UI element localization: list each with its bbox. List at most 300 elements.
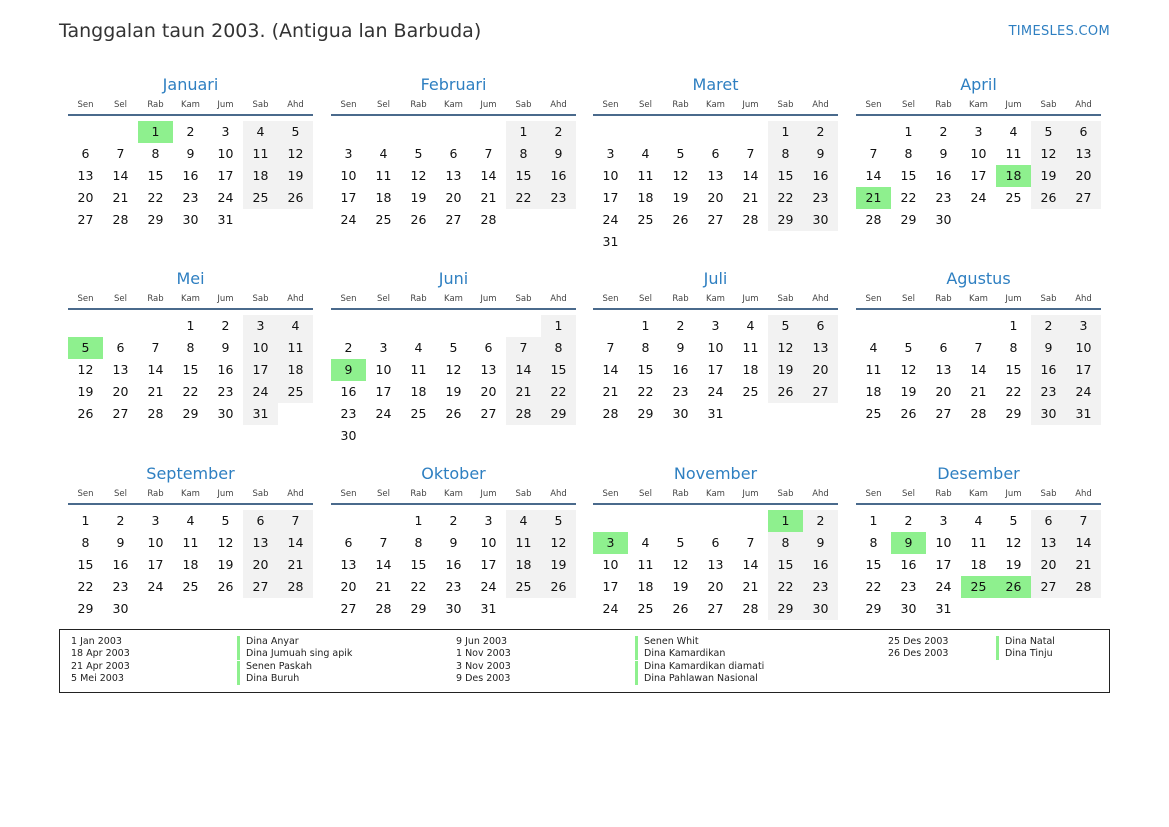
day-cell: 11 bbox=[1005, 146, 1022, 161]
day-cell: 24 bbox=[243, 381, 278, 403]
day-cell: 16 bbox=[217, 362, 234, 377]
holiday-day-cell: 9 bbox=[891, 532, 926, 554]
day-cell: 13 bbox=[803, 337, 838, 359]
day-cell: 22 bbox=[865, 579, 882, 594]
day-cell: 12 bbox=[445, 362, 462, 377]
weekday-label: Kam bbox=[444, 489, 463, 499]
weekday-label: Jum bbox=[480, 489, 497, 499]
header-rule bbox=[68, 308, 313, 310]
day-cell: 20 bbox=[340, 579, 357, 594]
day-cell: 22 bbox=[900, 190, 917, 205]
day-cell: 20 bbox=[77, 190, 94, 205]
weekday-label: Sel bbox=[377, 489, 390, 499]
day-cell: 2 bbox=[221, 318, 230, 333]
weekday-label: Rab bbox=[410, 294, 427, 304]
day-cell: 22 bbox=[768, 187, 803, 209]
weekday-label: Sab bbox=[252, 489, 269, 499]
day-cell: 15 bbox=[410, 557, 427, 572]
day-cell: 24 bbox=[707, 384, 724, 399]
weekday-label: Rab bbox=[410, 100, 427, 110]
day-cell: 25 bbox=[243, 187, 278, 209]
weekday-label: Kam bbox=[181, 100, 200, 110]
day-cell: 23 bbox=[803, 576, 838, 598]
day-cell: 30 bbox=[935, 212, 952, 227]
day-cell: 28 bbox=[742, 601, 759, 616]
month-september bbox=[68, 464, 313, 634]
legend-date: 18 Apr 2003 bbox=[71, 648, 130, 660]
day-cell: 13 bbox=[1031, 532, 1066, 554]
legend-holiday-name: Dina Natal bbox=[996, 636, 1055, 648]
day-cell: 11 bbox=[278, 337, 313, 359]
weekday-label: Kam bbox=[444, 294, 463, 304]
day-cell: 13 bbox=[707, 557, 724, 572]
day-cell: 3 bbox=[939, 513, 948, 528]
day-cell: 29 bbox=[77, 601, 94, 616]
day-cell: 23 bbox=[217, 384, 234, 399]
day-cell: 1 bbox=[1009, 318, 1018, 333]
header-rule bbox=[593, 114, 838, 116]
month-name: Februari bbox=[420, 75, 487, 94]
day-cell: 24 bbox=[935, 579, 952, 594]
day-cell: 7 bbox=[506, 337, 541, 359]
day-cell: 3 bbox=[974, 124, 983, 139]
day-cell: 2 bbox=[449, 513, 458, 528]
day-cell: 19 bbox=[541, 554, 576, 576]
day-cell: 4 bbox=[869, 340, 878, 355]
day-cell: 27 bbox=[707, 212, 724, 227]
day-cell: 14 bbox=[742, 168, 759, 183]
day-cell: 26 bbox=[900, 406, 917, 421]
day-cell: 18 bbox=[637, 190, 654, 205]
day-cell: 13 bbox=[340, 557, 357, 572]
holiday-legend bbox=[59, 629, 1110, 693]
day-cell: 19 bbox=[410, 190, 427, 205]
day-cell: 17 bbox=[243, 359, 278, 381]
day-cell: 19 bbox=[278, 165, 313, 187]
weekday-label: Rab bbox=[935, 294, 952, 304]
day-cell: 28 bbox=[506, 403, 541, 425]
weekday-label: Sab bbox=[252, 294, 269, 304]
day-cell: 29 bbox=[637, 406, 654, 421]
weekday-label: Kam bbox=[969, 100, 988, 110]
day-cell: 25 bbox=[637, 212, 654, 227]
month-name: September bbox=[146, 464, 235, 483]
day-cell: 26 bbox=[445, 406, 462, 421]
weekday-label: Jum bbox=[480, 294, 497, 304]
day-cell: 21 bbox=[970, 384, 987, 399]
weekday-label: Sel bbox=[902, 100, 915, 110]
day-cell: 21 bbox=[506, 381, 541, 403]
day-cell: 23 bbox=[445, 579, 462, 594]
day-cell: 14 bbox=[112, 168, 129, 183]
weekday-label: Sel bbox=[639, 294, 652, 304]
legend-holiday-name: Senen Paskah bbox=[237, 661, 312, 673]
day-cell: 3 bbox=[606, 146, 615, 161]
day-cell: 20 bbox=[1031, 554, 1066, 576]
day-cell: 15 bbox=[865, 557, 882, 572]
day-cell: 15 bbox=[900, 168, 917, 183]
weekday-label: Ahd bbox=[812, 489, 829, 499]
day-cell: 9 bbox=[803, 532, 838, 554]
day-cell: 17 bbox=[480, 557, 497, 572]
day-cell: 9 bbox=[676, 340, 685, 355]
day-cell: 6 bbox=[344, 535, 353, 550]
day-cell: 26 bbox=[410, 212, 427, 227]
weekday-label: Sel bbox=[114, 100, 127, 110]
day-cell: 11 bbox=[865, 362, 882, 377]
day-cell: 10 bbox=[602, 557, 619, 572]
day-cell: 16 bbox=[1031, 359, 1066, 381]
day-cell: 12 bbox=[672, 557, 689, 572]
day-cell: 9 bbox=[1031, 337, 1066, 359]
day-cell: 19 bbox=[768, 359, 803, 381]
holiday-day-cell: 18 bbox=[996, 165, 1031, 187]
day-cell: 28 bbox=[480, 212, 497, 227]
day-cell: 3 bbox=[221, 124, 230, 139]
day-cell: 4 bbox=[414, 340, 423, 355]
day-cell: 5 bbox=[278, 121, 313, 143]
day-cell: 28 bbox=[112, 212, 129, 227]
month-januari bbox=[68, 75, 313, 245]
weekday-label: Sab bbox=[515, 294, 532, 304]
day-cell: 6 bbox=[803, 315, 838, 337]
day-cell: 24 bbox=[375, 406, 392, 421]
weekday-label: Sab bbox=[515, 100, 532, 110]
holiday-day-cell: 25 bbox=[961, 576, 996, 598]
day-cell: 8 bbox=[414, 535, 423, 550]
day-cell: 2 bbox=[116, 513, 125, 528]
legend-holiday-name: Dina Pahlawan Nasional bbox=[635, 673, 758, 685]
weekday-label: Sab bbox=[777, 294, 794, 304]
day-cell: 14 bbox=[970, 362, 987, 377]
day-cell: 8 bbox=[81, 535, 90, 550]
day-cell: 4 bbox=[641, 146, 650, 161]
day-cell: 12 bbox=[541, 532, 576, 554]
day-cell: 16 bbox=[340, 384, 357, 399]
weekday-label: Sel bbox=[639, 489, 652, 499]
weekday-label: Ahd bbox=[550, 100, 567, 110]
weekday-label: Sel bbox=[377, 100, 390, 110]
day-cell: 7 bbox=[278, 510, 313, 532]
day-cell: 30 bbox=[672, 406, 689, 421]
day-cell: 17 bbox=[147, 557, 164, 572]
month-name: Maret bbox=[692, 75, 739, 94]
day-cell: 31 bbox=[243, 403, 278, 425]
day-cell: 2 bbox=[803, 510, 838, 532]
day-cell: 28 bbox=[278, 576, 313, 598]
day-cell: 25 bbox=[375, 212, 392, 227]
day-cell: 11 bbox=[970, 535, 987, 550]
day-cell: 30 bbox=[445, 601, 462, 616]
day-cell: 31 bbox=[707, 406, 724, 421]
day-cell: 8 bbox=[869, 535, 878, 550]
month-name: Oktober bbox=[421, 464, 486, 483]
day-cell: 23 bbox=[803, 187, 838, 209]
day-cell: 5 bbox=[414, 146, 423, 161]
day-cell: 29 bbox=[768, 209, 803, 231]
day-cell: 6 bbox=[81, 146, 90, 161]
weekday-label: Ahd bbox=[812, 294, 829, 304]
legend-date: 1 Jan 2003 bbox=[71, 636, 122, 647]
day-cell: 15 bbox=[637, 362, 654, 377]
day-cell: 12 bbox=[278, 143, 313, 165]
month-name: Juni bbox=[438, 269, 469, 288]
day-cell: 10 bbox=[935, 535, 952, 550]
day-cell: 2 bbox=[676, 318, 685, 333]
weekday-label: Sab bbox=[252, 100, 269, 110]
weekday-label: Sel bbox=[114, 294, 127, 304]
day-cell: 24 bbox=[480, 579, 497, 594]
legend-date: 1 Nov 2003 bbox=[456, 648, 511, 660]
day-cell: 1 bbox=[506, 121, 541, 143]
day-cell: 29 bbox=[147, 212, 164, 227]
weekday-label: Kam bbox=[969, 489, 988, 499]
day-cell: 6 bbox=[116, 340, 125, 355]
header-rule bbox=[68, 503, 313, 505]
weekday-label: Sab bbox=[777, 489, 794, 499]
day-cell: 16 bbox=[803, 554, 838, 576]
day-cell: 3 bbox=[344, 146, 353, 161]
day-cell: 15 bbox=[506, 165, 541, 187]
day-cell: 10 bbox=[970, 146, 987, 161]
day-cell: 7 bbox=[746, 535, 755, 550]
weekday-label: Jum bbox=[742, 100, 759, 110]
weekday-label: Sel bbox=[377, 294, 390, 304]
day-cell: 25 bbox=[1005, 190, 1022, 205]
day-cell: 1 bbox=[641, 318, 650, 333]
day-cell: 13 bbox=[445, 168, 462, 183]
brand-link[interactable]: TIMESLES.COM bbox=[1008, 24, 1110, 39]
day-cell: 20 bbox=[707, 190, 724, 205]
day-cell: 2 bbox=[939, 124, 948, 139]
weekday-label: Jum bbox=[217, 100, 234, 110]
day-cell: 1 bbox=[186, 318, 195, 333]
day-cell: 19 bbox=[672, 579, 689, 594]
weekday-label: Ahd bbox=[1075, 100, 1092, 110]
day-cell: 12 bbox=[900, 362, 917, 377]
day-cell: 20 bbox=[243, 554, 278, 576]
day-cell: 15 bbox=[768, 165, 803, 187]
day-cell: 25 bbox=[410, 406, 427, 421]
day-cell: 24 bbox=[217, 190, 234, 205]
day-cell: 10 bbox=[375, 362, 392, 377]
month-oktober bbox=[331, 464, 576, 634]
day-cell: 31 bbox=[602, 234, 619, 249]
day-cell: 13 bbox=[935, 362, 952, 377]
day-cell: 20 bbox=[935, 384, 952, 399]
day-cell: 29 bbox=[1005, 406, 1022, 421]
day-cell: 11 bbox=[506, 532, 541, 554]
day-cell: 22 bbox=[506, 187, 541, 209]
legend-date: 9 Des 2003 bbox=[456, 673, 511, 685]
day-cell: 19 bbox=[445, 384, 462, 399]
day-cell: 29 bbox=[541, 403, 576, 425]
day-cell: 26 bbox=[672, 601, 689, 616]
weekday-label: Jum bbox=[1005, 294, 1022, 304]
holiday-day-cell: 26 bbox=[996, 576, 1031, 598]
day-cell: 5 bbox=[676, 146, 685, 161]
day-cell: 8 bbox=[904, 146, 913, 161]
day-cell: 22 bbox=[637, 384, 654, 399]
day-cell: 22 bbox=[147, 190, 164, 205]
day-cell: 8 bbox=[506, 143, 541, 165]
legend-date: 3 Nov 2003 bbox=[456, 660, 511, 672]
day-cell: 8 bbox=[151, 146, 160, 161]
day-cell: 5 bbox=[676, 535, 685, 550]
day-cell: 19 bbox=[1031, 165, 1066, 187]
day-cell: 6 bbox=[1066, 121, 1101, 143]
day-cell: 11 bbox=[182, 535, 199, 550]
weekday-label: Sen bbox=[865, 100, 882, 110]
weekday-label: Jum bbox=[480, 100, 497, 110]
month-juni bbox=[331, 269, 576, 443]
month-name: Agustus bbox=[946, 269, 1011, 288]
weekday-label: Sen bbox=[340, 100, 357, 110]
day-cell: 23 bbox=[935, 190, 952, 205]
header-rule bbox=[68, 114, 313, 116]
day-cell: 23 bbox=[900, 579, 917, 594]
day-cell: 28 bbox=[970, 406, 987, 421]
day-cell: 7 bbox=[484, 146, 493, 161]
day-cell: 14 bbox=[602, 362, 619, 377]
day-cell: 16 bbox=[112, 557, 129, 572]
day-cell: 6 bbox=[711, 146, 720, 161]
header-rule bbox=[593, 503, 838, 505]
day-cell: 10 bbox=[707, 340, 724, 355]
day-cell: 12 bbox=[1005, 535, 1022, 550]
holiday-day-cell: 1 bbox=[138, 121, 173, 143]
day-cell: 9 bbox=[221, 340, 230, 355]
day-cell: 12 bbox=[217, 535, 234, 550]
day-cell: 3 bbox=[484, 513, 493, 528]
day-cell: 19 bbox=[217, 557, 234, 572]
day-cell: 10 bbox=[480, 535, 497, 550]
weekday-label: Sen bbox=[77, 100, 94, 110]
weekday-label: Ahd bbox=[812, 100, 829, 110]
day-cell: 13 bbox=[480, 362, 497, 377]
day-cell: 17 bbox=[602, 579, 619, 594]
day-cell: 16 bbox=[541, 165, 576, 187]
weekday-label: Sel bbox=[114, 489, 127, 499]
day-cell: 6 bbox=[711, 535, 720, 550]
page-title: Tanggalan taun 2003. (Antigua lan Barbuda) bbox=[59, 20, 482, 42]
day-cell: 22 bbox=[541, 381, 576, 403]
day-cell: 7 bbox=[116, 146, 125, 161]
legend-date: 25 Des 2003 bbox=[888, 636, 949, 647]
day-cell: 9 bbox=[541, 143, 576, 165]
day-cell: 13 bbox=[112, 362, 129, 377]
day-cell: 28 bbox=[742, 212, 759, 227]
day-cell: 31 bbox=[217, 212, 234, 227]
weekday-label: Jum bbox=[1005, 100, 1022, 110]
day-cell: 21 bbox=[278, 554, 313, 576]
day-cell: 21 bbox=[742, 190, 759, 205]
holiday-day-cell: 21 bbox=[856, 187, 891, 209]
day-cell: 8 bbox=[768, 532, 803, 554]
day-cell: 26 bbox=[77, 406, 94, 421]
day-cell: 7 bbox=[746, 146, 755, 161]
legend-holiday-name: Dina Tinju bbox=[996, 648, 1053, 660]
day-cell: 26 bbox=[768, 381, 803, 403]
day-cell: 19 bbox=[672, 190, 689, 205]
legend-holiday-name: Dina Kamardikan diamati bbox=[635, 661, 764, 673]
weekday-label: Sab bbox=[1040, 100, 1057, 110]
month-name: Mei bbox=[176, 269, 205, 288]
day-cell: 16 bbox=[672, 362, 689, 377]
day-cell: 27 bbox=[803, 381, 838, 403]
weekday-label: Ahd bbox=[1075, 294, 1092, 304]
weekday-label: Jum bbox=[742, 489, 759, 499]
month-juli bbox=[593, 269, 838, 439]
day-cell: 28 bbox=[1066, 576, 1101, 598]
day-cell: 24 bbox=[340, 212, 357, 227]
weekday-label: Jum bbox=[742, 294, 759, 304]
day-cell: 23 bbox=[541, 187, 576, 209]
weekday-label: Ahd bbox=[287, 100, 304, 110]
day-cell: 13 bbox=[707, 168, 724, 183]
holiday-day-cell: 5 bbox=[68, 337, 103, 359]
month-name: November bbox=[673, 464, 758, 483]
day-cell: 28 bbox=[147, 406, 164, 421]
day-cell: 13 bbox=[1066, 143, 1101, 165]
day-cell: 27 bbox=[77, 212, 94, 227]
day-cell: 30 bbox=[803, 209, 838, 231]
day-cell: 9 bbox=[803, 143, 838, 165]
weekday-label: Rab bbox=[410, 489, 427, 499]
weekday-label: Kam bbox=[969, 294, 988, 304]
weekday-label: Sen bbox=[77, 489, 94, 499]
legend-holiday-name: Dina Buruh bbox=[237, 673, 299, 685]
day-cell: 17 bbox=[707, 362, 724, 377]
day-cell: 1 bbox=[81, 513, 90, 528]
weekday-label: Sen bbox=[340, 294, 357, 304]
weekday-label: Sen bbox=[77, 294, 94, 304]
day-cell: 29 bbox=[865, 601, 882, 616]
header-rule bbox=[331, 503, 576, 505]
day-cell: 4 bbox=[506, 510, 541, 532]
day-cell: 26 bbox=[278, 187, 313, 209]
day-cell: 24 bbox=[1066, 381, 1101, 403]
day-cell: 6 bbox=[243, 510, 278, 532]
weekday-label: Sen bbox=[865, 294, 882, 304]
day-cell: 10 bbox=[147, 535, 164, 550]
weekday-label: Jum bbox=[217, 489, 234, 499]
day-cell: 8 bbox=[768, 143, 803, 165]
day-cell: 7 bbox=[869, 146, 878, 161]
day-cell: 11 bbox=[410, 362, 427, 377]
day-cell: 21 bbox=[480, 190, 497, 205]
day-cell: 22 bbox=[1005, 384, 1022, 399]
month-name: April bbox=[960, 75, 997, 94]
day-cell: 27 bbox=[935, 406, 952, 421]
month-maret bbox=[593, 75, 838, 249]
day-cell: 26 bbox=[1031, 187, 1066, 209]
day-cell: 18 bbox=[278, 359, 313, 381]
month-april bbox=[856, 75, 1101, 245]
day-cell: 17 bbox=[970, 168, 987, 183]
day-cell: 15 bbox=[1005, 362, 1022, 377]
weekday-label: Rab bbox=[935, 489, 952, 499]
day-cell: 20 bbox=[480, 384, 497, 399]
day-cell: 21 bbox=[1066, 554, 1101, 576]
month-februari bbox=[331, 75, 576, 245]
day-cell: 2 bbox=[344, 340, 353, 355]
weekday-label: Sel bbox=[902, 294, 915, 304]
weekday-label: Sab bbox=[1040, 294, 1057, 304]
day-cell: 24 bbox=[602, 212, 619, 227]
day-cell: 21 bbox=[147, 384, 164, 399]
weekday-label: Ahd bbox=[287, 294, 304, 304]
